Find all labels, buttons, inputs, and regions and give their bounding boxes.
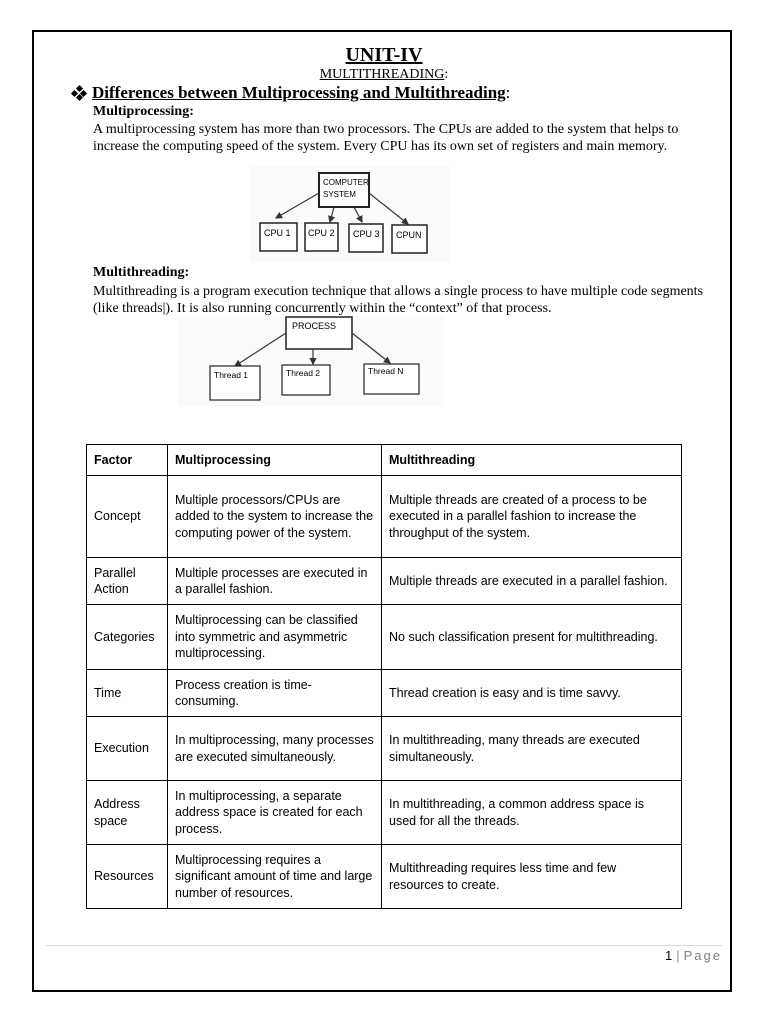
table-row <box>87 605 682 670</box>
table-row <box>87 717 682 781</box>
thread-label: Thread N <box>368 366 404 376</box>
multiprocessing-cell: Multiprocessing requires a significant amount of time and large number of resources. <box>168 845 382 909</box>
table-row <box>87 781 682 845</box>
multithreading-diagram <box>178 316 444 406</box>
computer-system-label-line2: SYSTEM <box>323 190 356 199</box>
multiprocessing-cell: Multiple processors/CPUs are added to the system to increase the computing power of the system. <box>168 476 382 558</box>
multithreading-title: Multithreading: <box>93 265 190 280</box>
subtitle <box>0 67 768 83</box>
footer-divider <box>46 945 722 946</box>
factor-cell: Time <box>87 670 168 717</box>
factor-cell: Address space <box>87 781 168 845</box>
multithreading-cell: No such classification present for multithreading. <box>382 605 682 670</box>
section-heading-suffix: : <box>505 83 511 102</box>
section-heading <box>72 83 510 103</box>
multiprocessing-cell: In multiprocessing, a separate address space is created for each process. <box>168 781 382 845</box>
multithreading-cell: Multithreading requires less time and few resources to create. <box>382 845 682 909</box>
factor-cell: Parallel Action <box>87 558 168 605</box>
header-multiprocessing: Multiprocessing <box>168 445 382 476</box>
factor-cell: Execution <box>87 717 168 781</box>
multiprocessing-cell: Multiple processes are executed in a parallel fashion. <box>168 558 382 605</box>
cpu-label: CPU 1 <box>264 228 291 238</box>
header-factor: Factor <box>87 445 168 476</box>
unit-title: UNIT-IV <box>345 44 423 66</box>
multithreading-body: Multithreading is a program execution technique that allows a single process to have multiple code segments (like threads|). It is also running concurrently within the “context” of that process. <box>93 284 704 316</box>
cpu-label: CPUN <box>396 230 422 240</box>
table-header-row <box>87 445 682 476</box>
factor-cell: Categories <box>87 605 168 670</box>
thread-label: Thread 2 <box>286 368 321 378</box>
multithreading-cell: Multiple threads are created of a process to be executed in a parallel fashion to increase the throughput of the system. <box>382 476 682 558</box>
section-heading-text: Differences between Multiprocessing and Multithreading <box>92 83 506 102</box>
table-row <box>87 845 682 909</box>
table-row <box>87 558 682 605</box>
multithreading-cell: Thread creation is easy and is time savvy. <box>382 670 682 717</box>
cpu-label: CPU 2 <box>308 228 335 238</box>
multithreading-cell: In multithreading, a common address space is used for all the threads. <box>382 781 682 845</box>
factor-cell: Resources <box>87 845 168 909</box>
page-label: Page <box>683 948 722 963</box>
multiprocessing-diagram <box>250 166 450 262</box>
process-label: PROCESS <box>292 321 337 331</box>
multiprocessing-cell: Process creation is time-consuming. <box>168 670 382 717</box>
page-number: 1 <box>665 948 673 963</box>
bullet-diamond-icon <box>72 86 86 100</box>
multithreading-cell: Multiple threads are executed in a parallel fashion. <box>382 558 682 605</box>
cpu-label: CPU 3 <box>353 229 380 239</box>
page-footer <box>665 948 722 963</box>
multiprocessing-body: A multiprocessing system has more than two processors. The CPUs are added to the system that helps to increase the computing speed of the system. Every CPU has its own set of registers and main memory. <box>93 122 679 154</box>
comparison-table <box>86 444 682 909</box>
header-multithreading: Multithreading <box>382 445 682 476</box>
subtitle-text: MULTITHREADING <box>319 67 445 82</box>
multiprocessing-cell: In multiprocessing, many processes are executed simultaneously. <box>168 717 382 781</box>
factor-cell: Concept <box>87 476 168 558</box>
table-row <box>87 476 682 558</box>
multiprocessing-cell: Multiprocessing can be classified into symmetric and asymmetric multiprocessing. <box>168 605 382 670</box>
table-row <box>87 670 682 717</box>
multiprocessing-title: Multiprocessing: <box>93 104 194 119</box>
footer-separator: | <box>676 948 680 963</box>
subtitle-suffix: : <box>444 67 449 82</box>
thread-label: Thread 1 <box>214 370 249 380</box>
multithreading-cell: In multithreading, many threads are executed simultaneously. <box>382 717 682 781</box>
computer-system-label-line1: COMPUTER <box>323 178 369 187</box>
